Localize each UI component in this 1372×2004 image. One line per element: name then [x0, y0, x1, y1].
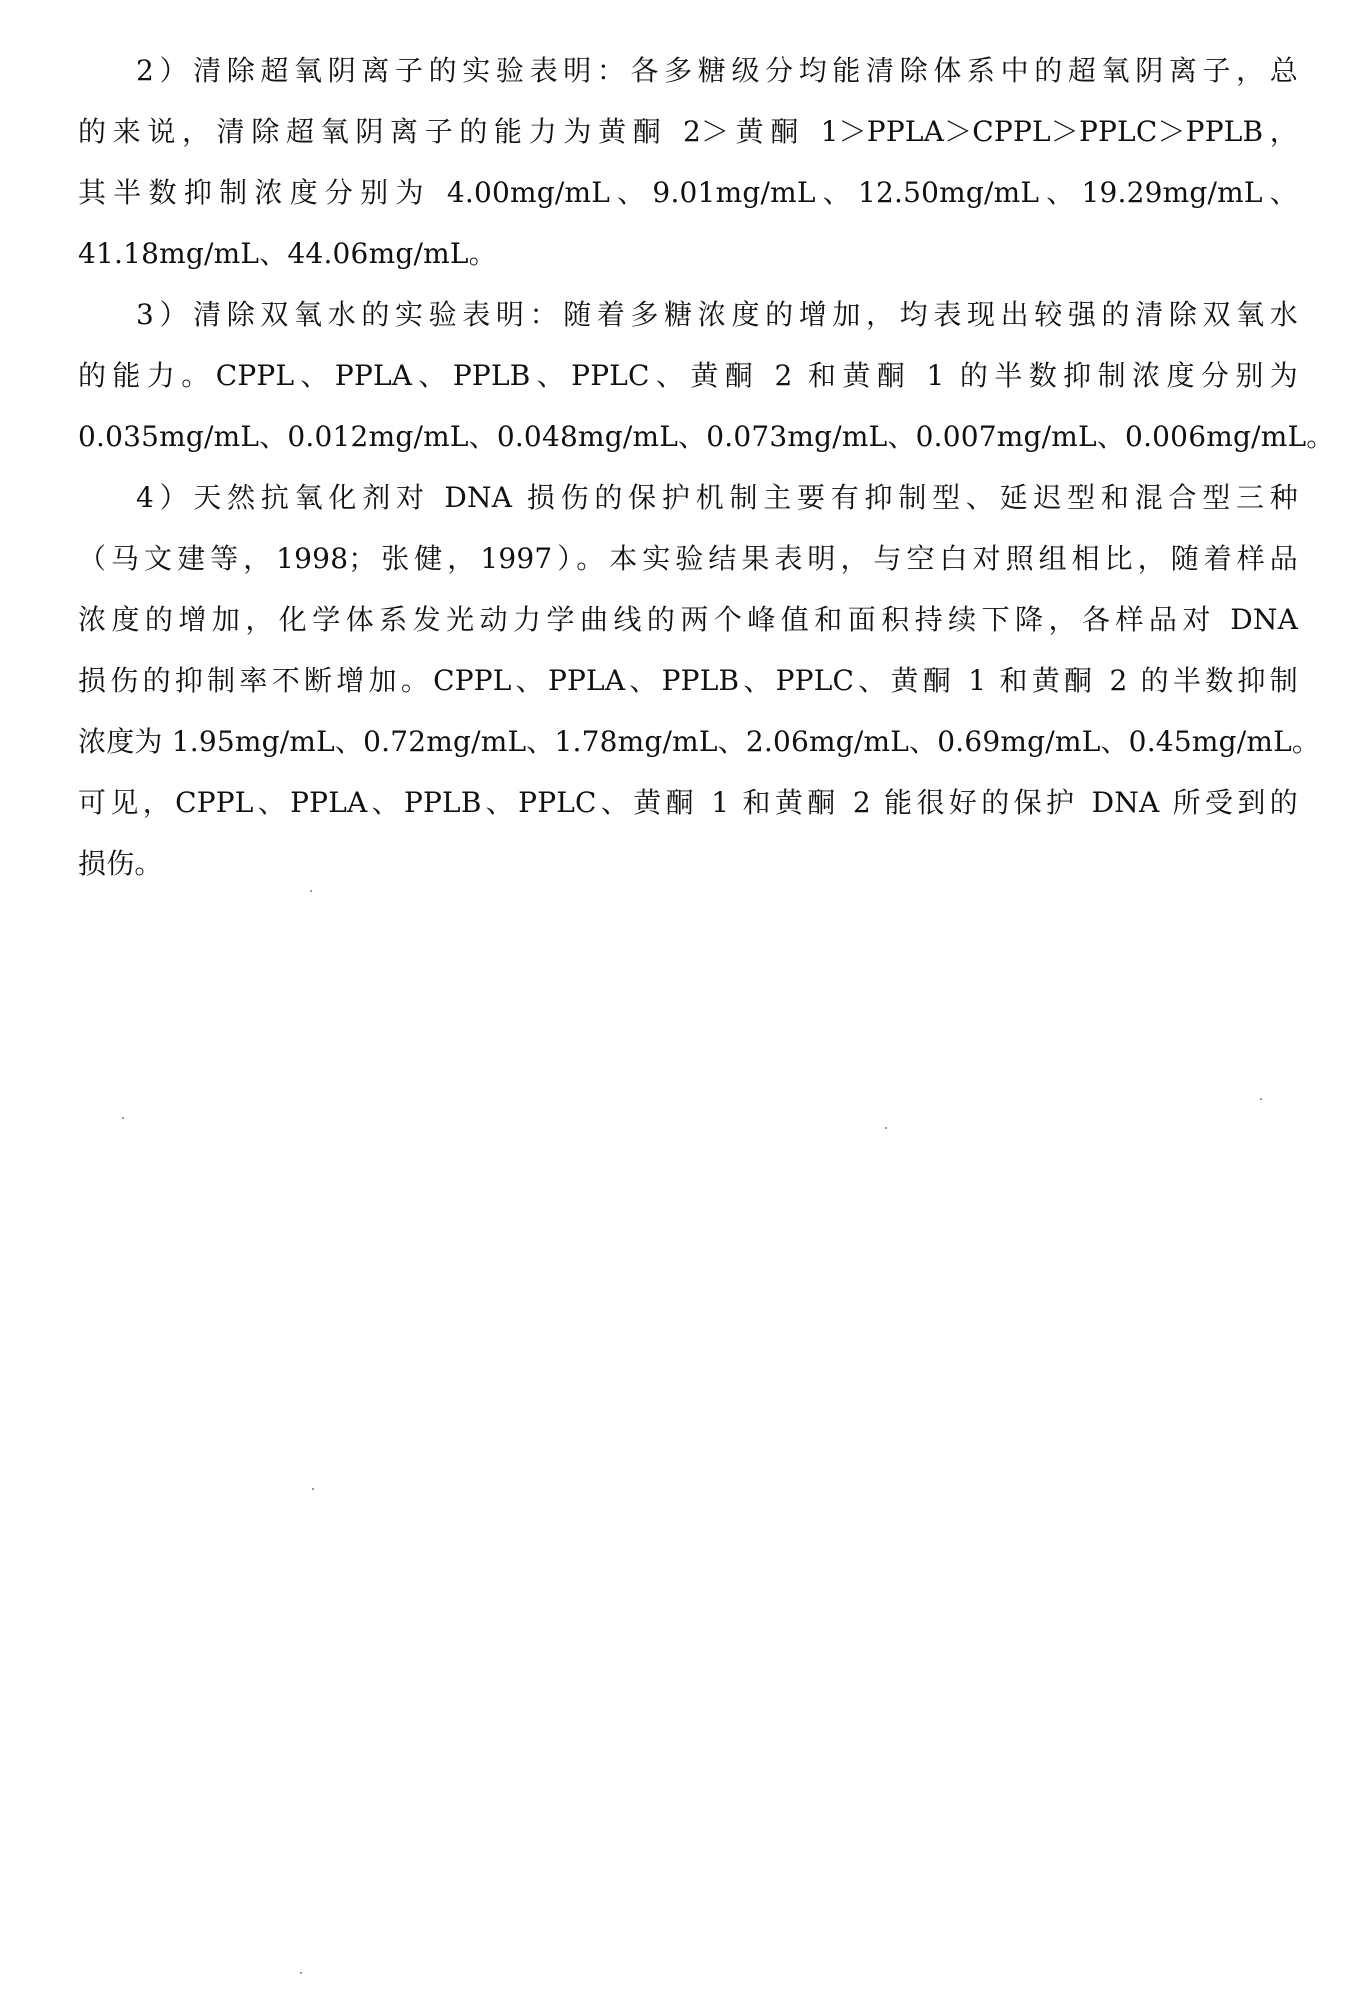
scan-speck — [885, 1127, 887, 1129]
scan-speck — [300, 1972, 302, 1974]
text-line: 41.18mg/mL、44.06mg/mL。 — [78, 237, 497, 270]
text-line: 损伤的抑制率不断增加。CPPL、PPLA、PPLB、PPLC、黄酮 1 和黄酮 2 的半数抑制 — [78, 664, 1298, 697]
text-line: 3）清除双氧水的实验表明：随着多糖浓度的增加，均表现出较强的清除双氧水 — [136, 298, 1298, 331]
text-line: （马文建等，1998；张健，1997）。本实验结果表明，与空白对照组相比，随着样品 — [78, 542, 1298, 575]
paragraph-hydrogen-peroxide — [78, 284, 1335, 467]
text-line: 其半数抑制浓度分别为 4.00mg/mL、9.01mg/mL、12.50mg/mL、19.29mg/mL、 — [78, 176, 1298, 209]
text-line: 4）天然抗氧化剂对 DNA 损伤的保护机制主要有抑制型、延迟型和混合型三种 — [136, 481, 1298, 514]
text-line: 的来说，清除超氧阴离子的能力为黄酮 2＞黄酮 1＞PPLA＞CPPL＞PPLC＞PPLB， — [78, 115, 1298, 148]
scan-speck — [312, 1488, 314, 1490]
scan-speck — [122, 1117, 124, 1119]
text-line: 2）清除超氧阴离子的实验表明：各多糖级分均能清除体系中的超氧阴离子，总 — [136, 54, 1298, 87]
text-line: 浓度的增加，化学体系发光动力学曲线的两个峰值和面积持续下降，各样品对 DNA — [78, 603, 1298, 636]
text-line: 损伤。 — [78, 847, 163, 880]
body-text — [78, 40, 1335, 894]
text-line: 可见，CPPL、PPLA、PPLB、PPLC、黄酮 1 和黄酮 2 能很好的保护 DNA 所受到的 — [78, 786, 1298, 819]
paragraph-superoxide-anion — [78, 40, 1298, 284]
text-line: 的能力。CPPL、PPLA、PPLB、PPLC、黄酮 2 和黄酮 1 的半数抑制浓度分别为 — [78, 359, 1298, 392]
text-line: 0.035mg/mL、0.012mg/mL、0.048mg/mL、0.073mg/mL、0.007mg/mL、0.006mg/mL。 — [78, 420, 1335, 453]
text-line: 浓度为 1.95mg/mL、0.72mg/mL、1.78mg/mL、2.06mg/mL、0.69mg/mL、0.45mg/mL。 — [78, 725, 1321, 758]
scan-speck — [1260, 1098, 1262, 1100]
paragraph-dna-protection — [78, 467, 1321, 894]
scan-speck — [310, 890, 312, 892]
